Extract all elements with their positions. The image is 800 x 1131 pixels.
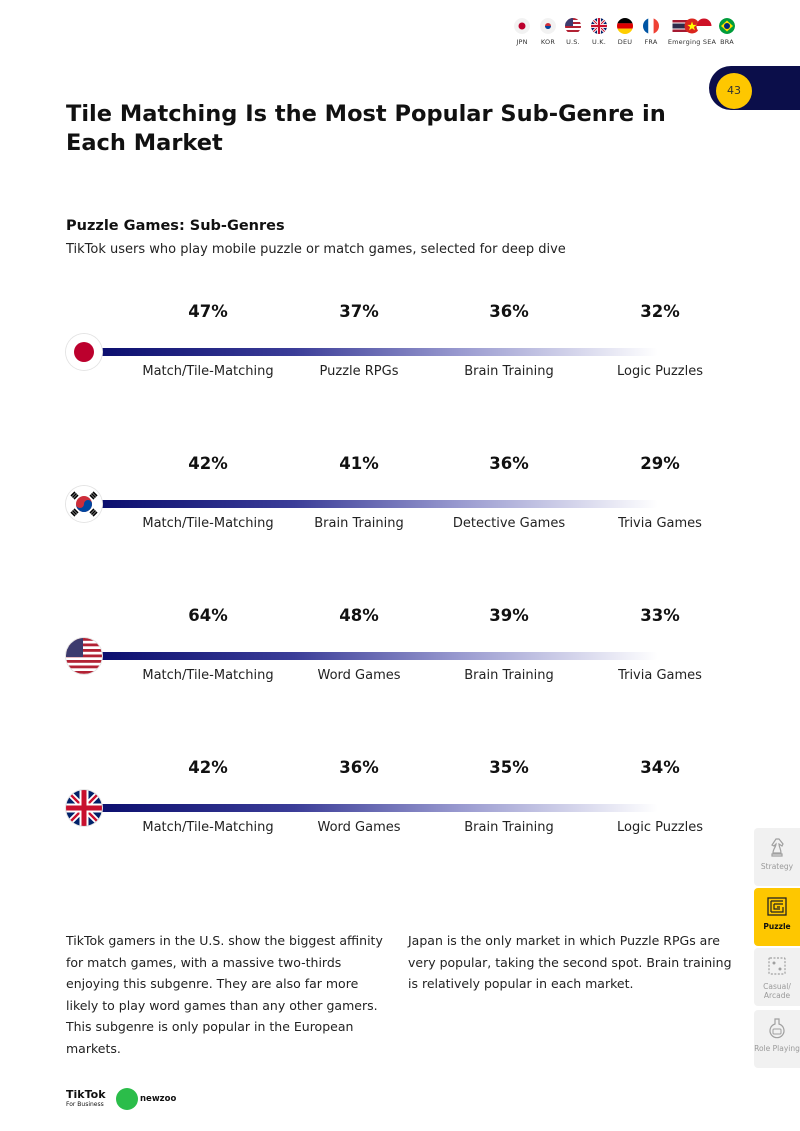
stat-item: 36% Detective Games — [452, 454, 566, 531]
flag-item-bra[interactable]: BRA — [707, 18, 747, 46]
potion-icon — [767, 1018, 787, 1040]
stat-item: 48% Word Games — [317, 606, 401, 683]
ranking-bar — [98, 652, 658, 660]
stat-item: 36% Brain Training — [464, 302, 554, 379]
ranking-bar — [98, 804, 658, 812]
market-row-korea — [0, 454, 800, 554]
market-row-uk — [0, 758, 800, 858]
insight-paragraph-left: TikTok gamers in the U.S. show the biggest affinity for match games, with a massive two-thirds enjoying this subgenre. They are also far more likely to play word games than any other gamers. This subgenre is only popular in the European markets. — [66, 933, 383, 1056]
tiktok-for-business-label: For Business — [66, 1101, 104, 1108]
flag-item-jpn[interactable]: JPN — [502, 18, 542, 46]
page-tab — [709, 66, 800, 110]
japan-flag-icon — [66, 334, 102, 370]
newzoo-mark-icon — [116, 1088, 138, 1110]
side-tab-strategy[interactable]: Strategy — [754, 828, 800, 886]
side-tab-role-playing[interactable]: Role Playing — [754, 1010, 800, 1068]
us-flag-icon — [66, 638, 102, 674]
market-row-us — [0, 606, 800, 706]
brazil-flag-icon — [719, 18, 735, 34]
maze-icon — [767, 896, 787, 918]
market-flag-strip — [510, 18, 740, 50]
uk-flag-icon — [66, 790, 102, 826]
korea-flag-icon — [66, 486, 102, 522]
stat-item: 39% Brain Training — [464, 606, 554, 683]
stat-item: 36% Word Games — [317, 758, 401, 835]
section-description: TikTok users who play mobile puzzle or match games, selected for deep dive — [66, 242, 566, 257]
stat-item: 32% Logic Puzzles — [617, 302, 703, 379]
flag-item-kor[interactable]: KOR — [528, 18, 568, 46]
side-tab-puzzle[interactable]: Puzzle — [754, 888, 800, 946]
flag-item-deu[interactable]: DEU — [605, 18, 645, 46]
sea-flags-icon — [672, 18, 712, 34]
chess-knight-icon — [767, 836, 787, 858]
stat-item: 42% Match/Tile-Matching — [142, 454, 274, 531]
market-row-japan — [0, 302, 800, 402]
flag-item-us[interactable]: U.S. — [553, 18, 593, 46]
page-title: Tile Matching Is the Most Popular Sub-Genre in Each Market — [66, 101, 666, 156]
stat-item: 47% Match/Tile-Matching — [142, 302, 274, 379]
stat-item: 37% Puzzle RPGs — [319, 302, 399, 379]
stat-item: 35% Brain Training — [464, 758, 554, 835]
stat-item: 64% Match/Tile-Matching — [142, 606, 274, 683]
stat-item: 34% Logic Puzzles — [617, 758, 703, 835]
side-tab-casual-arcade[interactable]: Casual/ Arcade — [754, 948, 800, 1006]
stat-item: 29% Trivia Games — [618, 454, 702, 531]
page-number: 43 — [716, 73, 752, 109]
ranking-bar — [98, 500, 658, 508]
ranking-bar — [98, 348, 658, 356]
section-subtitle: Puzzle Games: Sub-Genres — [66, 218, 285, 234]
flag-item-sea[interactable]: Emerging SEA — [667, 18, 717, 46]
stat-item: 41% Brain Training — [314, 454, 404, 531]
stat-item: 33% Trivia Games — [618, 606, 702, 683]
arcade-icon — [767, 956, 787, 978]
newzoo-logo: newzoo — [116, 1088, 176, 1112]
flag-item-fra[interactable]: FRA — [631, 18, 671, 46]
france-flag-icon — [643, 18, 659, 34]
flag-item-uk[interactable]: U.K. — [579, 18, 619, 46]
tiktok-logo: TikTok — [66, 1088, 106, 1101]
insight-paragraph-right: Japan is the only market in which Puzzle RPGs are very popular, taking the second spot. Brain training is relatively popular in each market. — [408, 933, 732, 991]
stat-item: 42% Match/Tile-Matching — [142, 758, 274, 835]
